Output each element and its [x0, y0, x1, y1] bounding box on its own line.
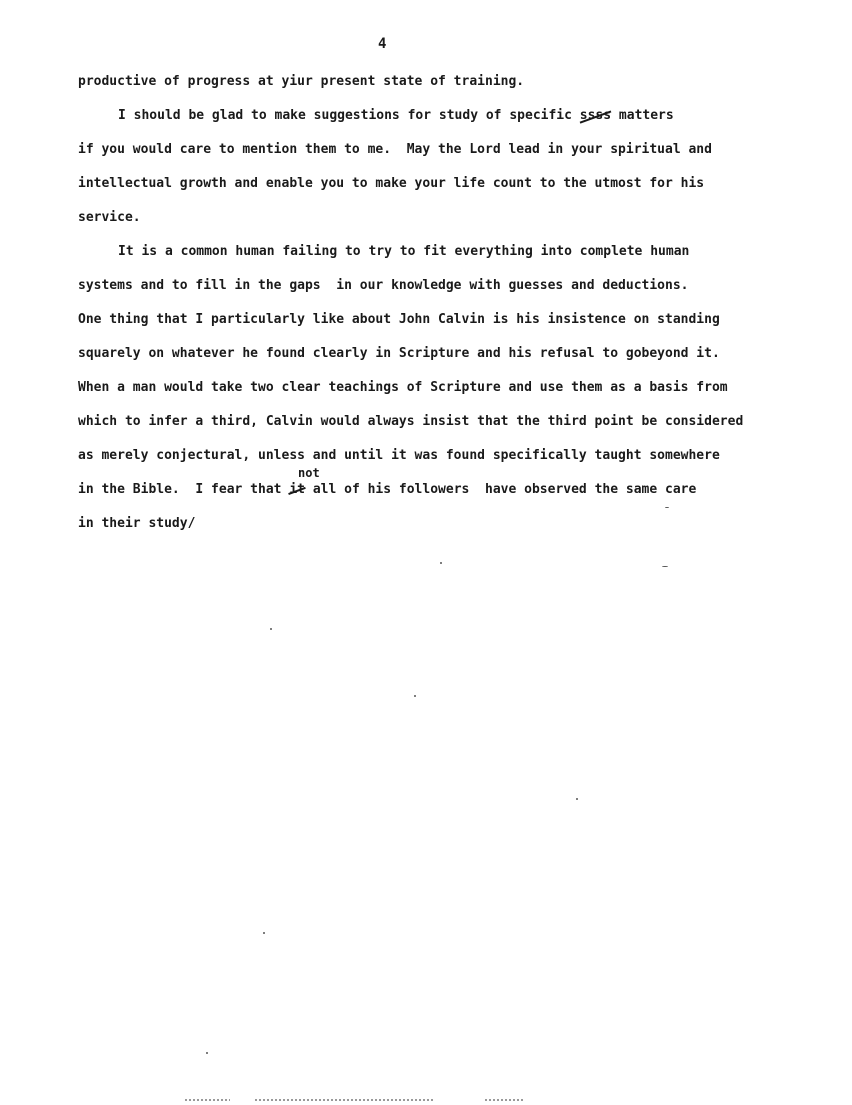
text-line-11: which to infer a third, Calvin would always insist that the third point be considered — [78, 414, 744, 429]
scan-speck — [270, 628, 272, 630]
page-number: 4 — [378, 36, 387, 52]
scan-artifact — [255, 1099, 435, 1101]
text-line-2 — [118, 108, 674, 123]
scan-speck — [576, 798, 578, 800]
interlinear-insertion: not — [298, 466, 320, 480]
text-line-1: productive of progress at yiur present state of training. — [78, 74, 525, 89]
scan-speck — [440, 562, 442, 564]
scan-speck — [414, 695, 416, 697]
text-line-4: intellectual growth and enable you to make your life count to the utmost for his — [78, 176, 705, 191]
scan-speck — [263, 932, 265, 934]
text-line-5: service. — [78, 210, 141, 225]
text-line-9: squarely on whatever he found clearly in Scripture and his refusal to gobeyond it. — [78, 346, 720, 361]
scan-artifact — [485, 1099, 525, 1101]
text-line-7: systems and to fill in the gaps in our knowledge with guesses and deductions. — [78, 278, 689, 293]
text-line-3: if you would care to mention them to me. May the Lord lead in your spiritual and — [78, 142, 712, 157]
text-line-2-start: I should be glad to make suggestions for study of specific — [118, 108, 572, 123]
scan-artifact — [185, 1099, 230, 1101]
text-line-2-end: matters — [618, 108, 674, 123]
text-line-13-start: in the Bible. I fear that — [78, 482, 282, 497]
text-line-6: It is a common human failing to try to fit everything into complete human — [118, 244, 690, 259]
scan-speck — [662, 566, 668, 567]
text-line-10: When a man would take two clear teachings of Scripture and use them as a basis from — [78, 380, 728, 395]
text-line-8: One thing that I particularly like about John Calvin is his insistence on standing — [78, 312, 720, 327]
scan-speck — [206, 1052, 208, 1054]
struck-out-word: it — [289, 482, 305, 497]
struck-out-text: ssss — [579, 108, 612, 123]
scan-speck — [665, 507, 669, 508]
text-line-14: in their study/ — [78, 516, 196, 531]
text-line-13-end: all of his followers have observed the same care — [312, 482, 697, 497]
text-line-13 — [78, 482, 696, 497]
text-line-12: as merely conjectural, unless and until it was found specifically taught somewhere — [78, 448, 720, 463]
